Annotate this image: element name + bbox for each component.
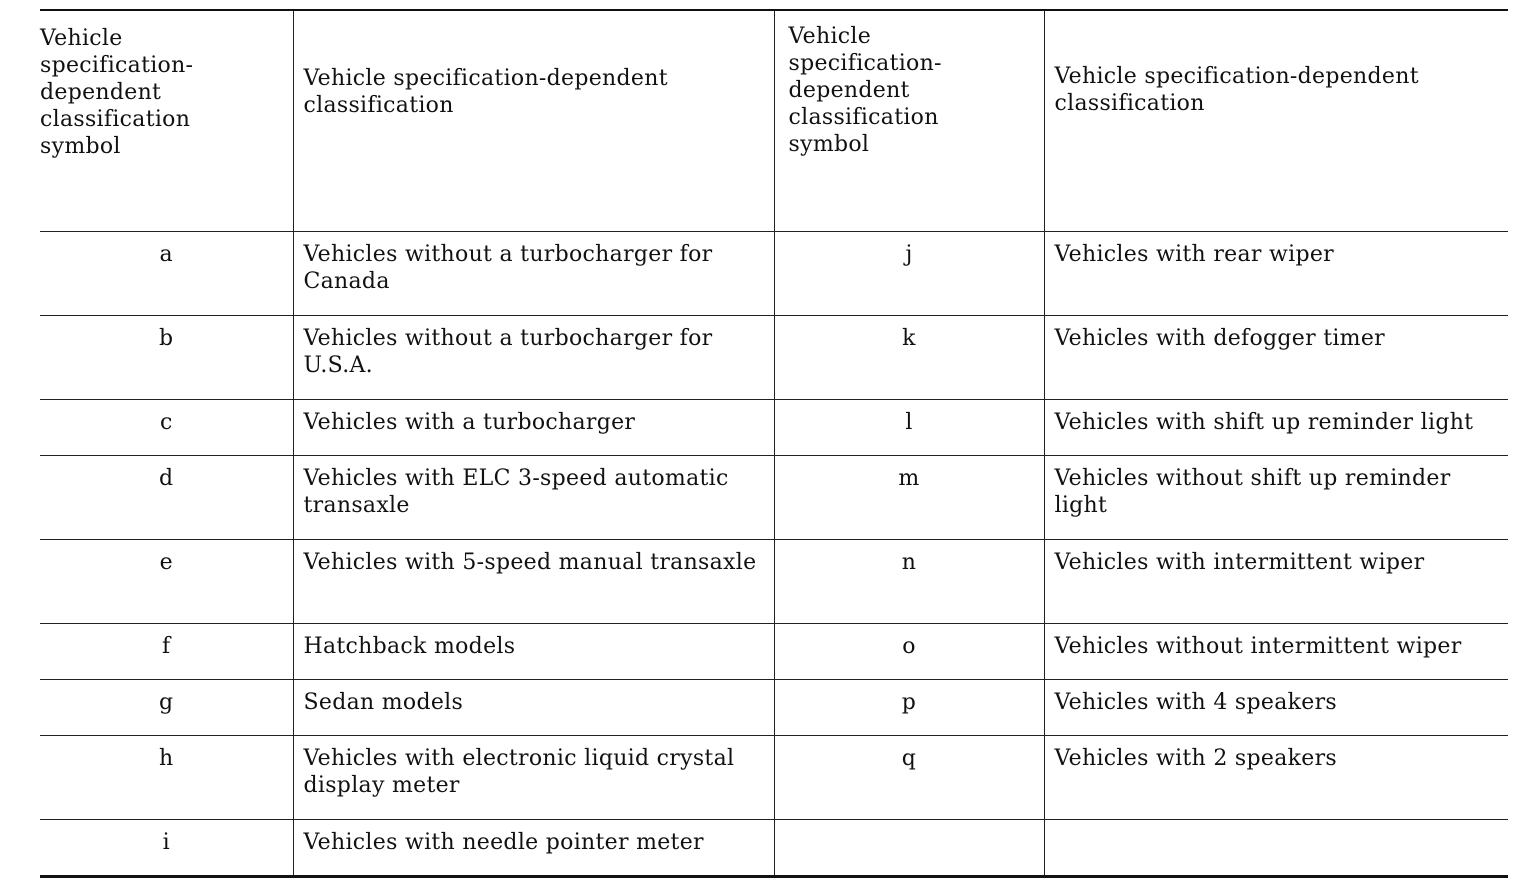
left-symbol-cell: f (40, 624, 293, 680)
left-classification-cell: Vehicles with needle pointer meter (293, 820, 774, 877)
left-classification-cell: Vehicles with a turbocharger (293, 400, 774, 456)
table-row (40, 316, 1508, 400)
table-row (40, 736, 1508, 820)
right-classification-cell (1044, 820, 1508, 877)
right-classification-cell: Vehicles with 2 speakers (1044, 736, 1508, 820)
table-body (40, 232, 1508, 877)
right-symbol-cell: j (774, 232, 1044, 316)
table-row (40, 820, 1508, 877)
left-symbol-cell: a (40, 232, 293, 316)
right-symbol-cell: n (774, 540, 1044, 624)
table-row (40, 400, 1508, 456)
right-classification-cell: Vehicles without shift up reminder light (1044, 456, 1508, 540)
right-classification-cell: Vehicles with shift up reminder light (1044, 400, 1508, 456)
right-symbol-cell (774, 820, 1044, 877)
table-row (40, 624, 1508, 680)
header-symbol-left: Vehicle specification-dependent classification symbol (40, 10, 293, 232)
right-classification-cell: Vehicles with rear wiper (1044, 232, 1508, 316)
right-symbol-cell: p (774, 680, 1044, 736)
left-symbol-cell: h (40, 736, 293, 820)
left-symbol-cell: c (40, 400, 293, 456)
left-classification-cell: Vehicles with ELC 3-speed automatic transaxle (293, 456, 774, 540)
right-symbol-cell: o (774, 624, 1044, 680)
left-symbol-cell: e (40, 540, 293, 624)
table-row (40, 456, 1508, 540)
table-row (40, 232, 1508, 316)
left-classification-cell: Sedan models (293, 680, 774, 736)
right-classification-cell: Vehicles with 4 speakers (1044, 680, 1508, 736)
left-symbol-cell: d (40, 456, 293, 540)
left-classification-cell: Vehicles with 5-speed manual transaxle (293, 540, 774, 624)
right-symbol-cell: k (774, 316, 1044, 400)
classification-table (40, 9, 1508, 878)
right-symbol-cell: m (774, 456, 1044, 540)
right-classification-cell: Vehicles with defogger timer (1044, 316, 1508, 400)
right-classification-cell: Vehicles without intermittent wiper (1044, 624, 1508, 680)
left-symbol-cell: b (40, 316, 293, 400)
left-symbol-cell: i (40, 820, 293, 877)
header-classification-left: Vehicle specification-dependent classification (293, 10, 774, 232)
table-row (40, 540, 1508, 624)
right-symbol-cell: l (774, 400, 1044, 456)
left-classification-cell: Vehicles with electronic liquid crystal display meter (293, 736, 774, 820)
header-symbol-right: Vehicle specification-dependent classification symbol (774, 10, 1044, 232)
left-classification-cell: Hatchback models (293, 624, 774, 680)
table-header (40, 10, 1508, 232)
left-classification-cell: Vehicles without a turbocharger for U.S.A. (293, 316, 774, 400)
table-row (40, 680, 1508, 736)
right-classification-cell: Vehicles with intermittent wiper (1044, 540, 1508, 624)
right-symbol-cell: q (774, 736, 1044, 820)
header-classification-right: Vehicle specification-dependent classification (1044, 10, 1508, 232)
left-symbol-cell: g (40, 680, 293, 736)
left-classification-cell: Vehicles without a turbocharger for Canada (293, 232, 774, 316)
header-row (40, 10, 1508, 232)
